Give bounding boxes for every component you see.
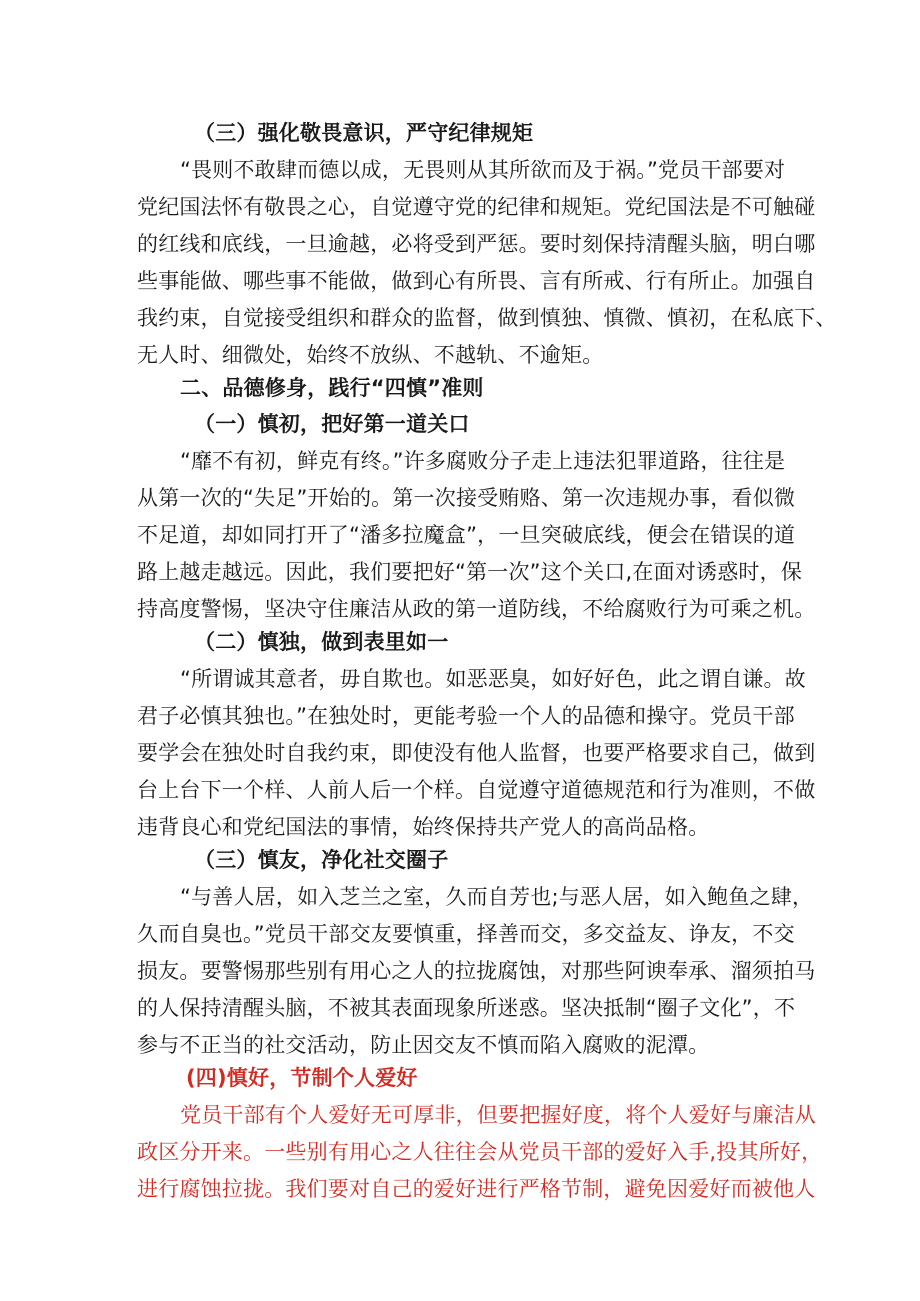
paragraph-line: 参与不正当的社交活动，防止因交友不慎而陷入腐败的泥潭。 xyxy=(137,1033,710,1057)
section-heading: （三）强化敬畏意识，严守纪律规矩 xyxy=(194,121,534,145)
paragraph-line-red: 党员干部有个人爱好无可厚非，但要把握好度，将个人爱好与廉洁从 xyxy=(180,1103,816,1127)
paragraph-line-red: 政区分开来。一些别有用心之人往往会从党员干部的爱好入手,投其所好， xyxy=(137,1140,823,1164)
paragraph-line: “畏则不敢肆而德以成，无畏则从其所欲而及于祸。”党员干部要对 xyxy=(180,158,786,182)
paragraph-line: 久而自臭也。”党员干部交友要慎重，择善而交，多交益友、诤友，不交 xyxy=(137,922,795,946)
paragraph-line: 党纪国法怀有敬畏之心，自觉遵守党的纪律和规矩。党纪国法是不可触碰 xyxy=(137,195,816,219)
chapter-heading: 二、品德修身，践行“四慎”准则 xyxy=(180,376,484,400)
paragraph-line: 君子必慎其独也。”在独处时，更能考验一个人的品德和操守。党员干部 xyxy=(137,704,795,728)
paragraph-line: 路上越走越远。因此，我们要把好“第一次”这个关口,在面对诱惑时，保 xyxy=(137,560,803,584)
paragraph-line: “靡不有初，鲜克有终。”许多腐败分子走上违法犯罪道路，往往是 xyxy=(180,449,786,473)
paragraph-line: “所谓诚其意者，毋自欺也。如恶恶臭，如好好色，此之谓自谦。故 xyxy=(180,667,806,691)
paragraph-line: “与善人居，如入芝兰之室，久而自芳也;与恶人居，如入鲍鱼之肆， xyxy=(180,885,814,909)
paragraph-line: 我约束，自觉接受组织和群众的监督，做到慎独、慎微、慎初，在私底下、 xyxy=(137,306,837,330)
paragraph-line: 要学会在独处时自我约束，即使没有他人监督，也要严格要求自己，做到 xyxy=(137,741,816,765)
section-heading: （三）慎友，净化社交圈子 xyxy=(194,848,449,872)
paragraph-line: 从第一次的“失足”开始的。第一次接受贿赂、第一次违规办事，看似微 xyxy=(137,486,796,510)
paragraph-line: 不足道，却如同打开了“潘多拉魔盒”，一旦突破底线，便会在错误的道 xyxy=(137,523,796,547)
paragraph-line: 损友。要警惕那些别有用心之人的拉拢腐蚀，对那些阿谀奉承、溜须拍马 xyxy=(137,959,816,983)
paragraph-line: 台上台下一个样、人前人后一个样。自觉遵守道德规范和行为准则，不做 xyxy=(137,778,816,802)
paragraph-line: 的红线和底线，一旦逾越，必将受到严惩。要时刻保持清醒头脑，明白哪 xyxy=(137,232,816,256)
paragraph-line: 的人保持清醒头脑，不被其表面现象所迷惑。坚决抵制“圈子文化”，不 xyxy=(137,996,796,1020)
paragraph-line: 无人时、细微处，始终不放纵、不越轨、不逾矩。 xyxy=(137,343,604,367)
paragraph-line: 违背良心和党纪国法的事情，始终保持共产党人的高尚品格。 xyxy=(137,815,710,839)
section-heading: （二）慎独，做到表里如一 xyxy=(194,630,449,654)
paragraph-line: 持高度警惕，坚决守住廉洁从政的第一道防线，不给腐败行为可乘之机。 xyxy=(137,597,816,621)
section-heading-red: (四)慎好，节制个人爱好 xyxy=(186,1066,418,1090)
section-heading: （一）慎初，把好第一道关口 xyxy=(194,412,470,436)
paragraph-line: 些事能做、哪些事不能做，做到心有所畏、言有所戒、行有所止。加强自 xyxy=(137,269,816,293)
paragraph-line-red: 进行腐蚀拉拢。我们要对自己的爱好进行严格节制，避免因爱好而被他人 xyxy=(137,1177,816,1201)
